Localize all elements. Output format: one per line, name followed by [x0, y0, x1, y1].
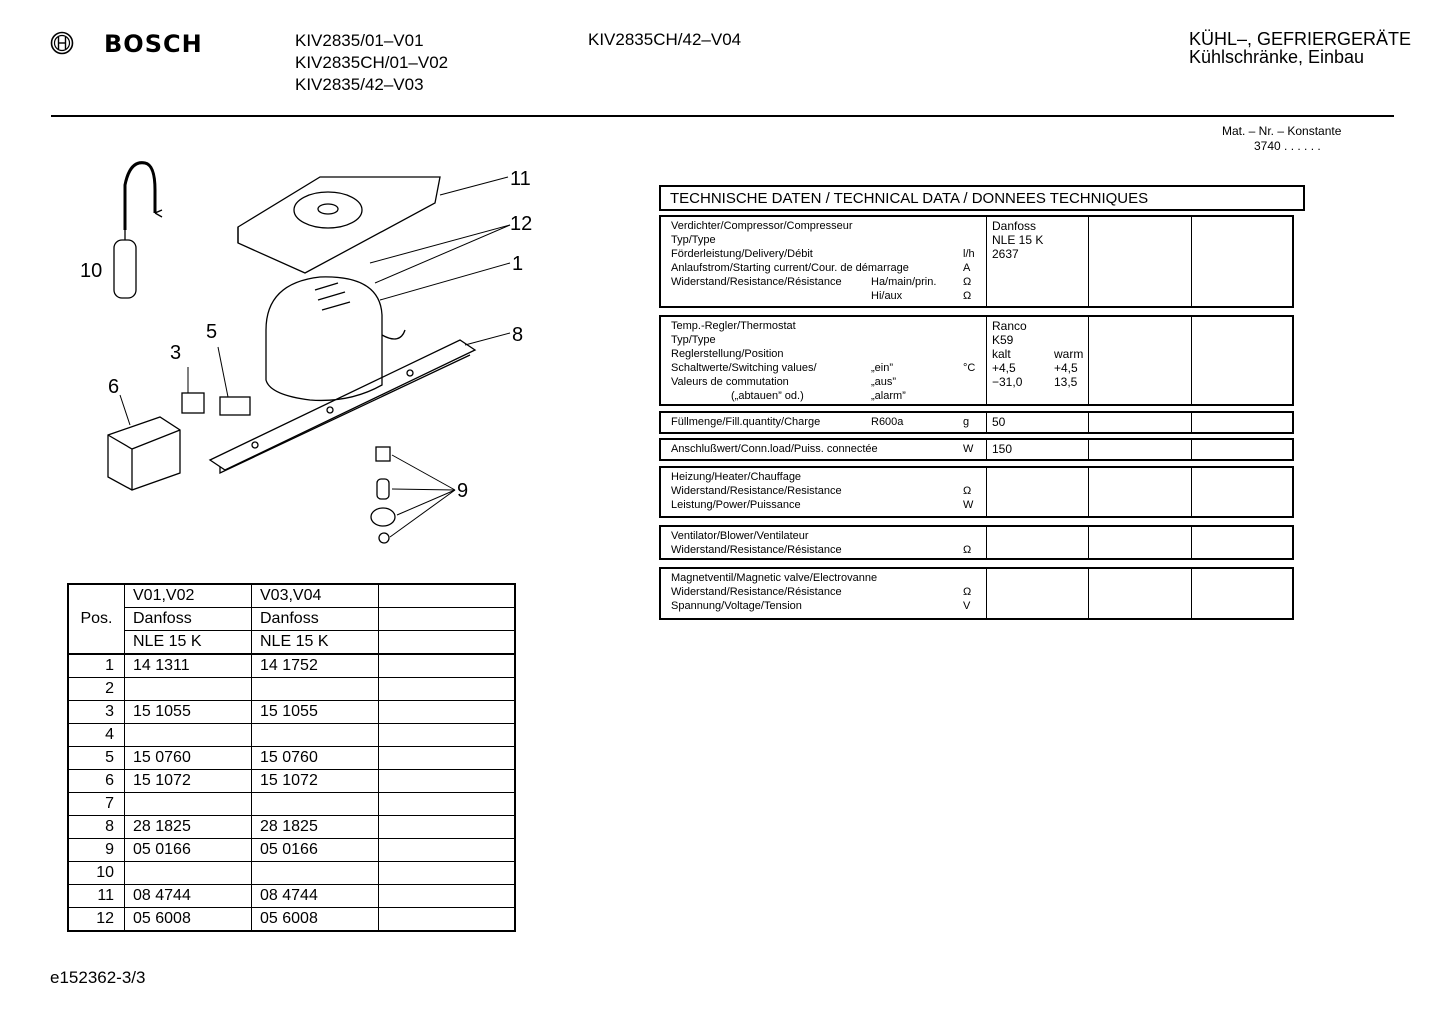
unit: W [963, 499, 974, 511]
empty-cell [379, 770, 516, 793]
pos-cell: 4 [68, 724, 125, 747]
label-text: Anschlußwert/Conn.load/Puiss. connectée [671, 443, 878, 455]
empty-column [1192, 569, 1292, 618]
blower-labels [661, 527, 987, 558]
value: Ranco [992, 319, 1027, 333]
label-text: Widerstand/Resistance/Resistance [671, 485, 842, 497]
compressor-values [987, 217, 1089, 306]
callout-5: 5 [206, 321, 218, 343]
material-value: 3740 . . . . . . [1254, 139, 1321, 153]
value: Danfoss [992, 219, 1037, 233]
blower-block [659, 525, 1294, 560]
unit: Ω [963, 485, 972, 497]
charge-labels [661, 413, 987, 432]
part-a-cell: 14 1311 [125, 654, 252, 678]
table-row [68, 862, 515, 885]
unit: Ω [963, 586, 972, 598]
category [1189, 30, 1411, 66]
header-rule [51, 115, 1394, 117]
empty-column [1089, 317, 1192, 404]
label-text: Valeurs de commutation [671, 376, 789, 388]
empty-column [1089, 569, 1192, 618]
label-text: Widerstand/Resistance/Résistance [671, 276, 842, 288]
label-text: Widerstand/Resistance/Résistance [671, 586, 842, 598]
empty-column [987, 527, 1089, 558]
pos-cell: 12 [68, 908, 125, 932]
callout-labels [80, 168, 532, 502]
empty-cell [379, 654, 516, 678]
part-b-cell [252, 678, 379, 701]
value: warm [1054, 347, 1084, 361]
tech-data-title: TECHNISCHE DATEN / TECHNICAL DATA / DONNEES TECHNIQUES [659, 185, 1305, 211]
thermostat-labels [661, 317, 987, 404]
empty-column [1192, 527, 1292, 558]
value: 2637 [992, 247, 1019, 261]
empty-cell [379, 793, 516, 816]
unit: Ω [963, 544, 972, 556]
callout-10: 10 [80, 260, 103, 282]
unit: Ω [963, 290, 972, 302]
empty-column [987, 468, 1089, 516]
label-line [671, 389, 976, 403]
label-line: Magnetventil/Magnetic valve/Electrovanne [671, 572, 878, 584]
heater-block [659, 466, 1294, 518]
empty-cell [379, 908, 516, 932]
label-line [671, 289, 976, 303]
empty-column [1192, 468, 1292, 516]
thermostat-block [659, 315, 1294, 406]
unit: V [963, 600, 971, 612]
label-line: Typ/Type [671, 334, 716, 346]
callout-12: 12 [510, 213, 533, 235]
empty-column [1089, 527, 1192, 558]
material-label: Mat. – Nr. – Konstante [1222, 124, 1342, 138]
value: 50 [992, 415, 1006, 429]
unit: A [963, 262, 971, 274]
brand-name: BOSCH [104, 30, 203, 58]
pos-cell: 1 [68, 654, 125, 678]
unit: W [963, 443, 974, 455]
label-text: Füllmenge/Fill.quantity/Charge [671, 416, 821, 428]
value: −31,0 [992, 375, 1023, 389]
overload-part [220, 397, 250, 415]
model-b: NLE 15 K [252, 631, 379, 655]
model-2: KIV2835CH/01–V02 [295, 53, 449, 72]
load-values [987, 440, 1089, 459]
pos-header: Pos. [68, 584, 125, 654]
pos-cell: 3 [68, 701, 125, 724]
empty-column [1192, 440, 1292, 459]
value: +4,5 [992, 361, 1016, 375]
empty-cell [379, 701, 516, 724]
table-row [68, 654, 515, 678]
model-1: KIV2835/01–V01 [295, 31, 424, 50]
empty-cell [379, 862, 516, 885]
heater-labels [661, 468, 987, 516]
label-line [671, 375, 976, 389]
load-labels [661, 440, 987, 459]
exploded-parts-diagram [70, 155, 540, 555]
label-text: Spannung/Voltage/Tension [671, 600, 802, 612]
part-a-cell [125, 678, 252, 701]
pos-cell: 5 [68, 747, 125, 770]
pos-cell: 7 [68, 793, 125, 816]
table-row [68, 724, 515, 747]
empty-column [987, 569, 1089, 618]
label-sub: Hi/aux [871, 290, 903, 302]
label-line [671, 261, 976, 275]
empty-cell [379, 839, 516, 862]
part-a-cell: 05 6008 [125, 908, 252, 932]
label-line: Verdichter/Compressor/Compresseur [671, 220, 853, 232]
empty-cell [379, 678, 516, 701]
table-row [68, 747, 515, 770]
label-line [671, 442, 976, 456]
category-subtitle: Kühlschränke, Einbau [1188, 47, 1365, 67]
value-pair [992, 347, 1083, 361]
empty-cell [379, 724, 516, 747]
part-b-cell: 28 1825 [252, 816, 379, 839]
relay-cover-part [108, 417, 180, 490]
value: 13,5 [1054, 375, 1078, 389]
label-line [671, 543, 976, 557]
compressor-part [266, 277, 405, 401]
valve-labels [661, 569, 987, 618]
label-text: („abtauen” od.) [731, 390, 804, 402]
part-b-cell: 14 1752 [252, 654, 379, 678]
load-block [659, 438, 1294, 461]
empty-cell [379, 584, 516, 608]
maker-a: Danfoss [125, 608, 252, 631]
label-sub: Ha/main/prin. [871, 276, 937, 288]
pos-cell: 10 [68, 862, 125, 885]
unit: l/h [963, 248, 975, 260]
value: K59 [992, 333, 1014, 347]
label-line [671, 498, 976, 512]
valve-block [659, 567, 1294, 620]
table-row [68, 701, 515, 724]
empty-cell [379, 885, 516, 908]
empty-column [1089, 217, 1192, 306]
label-line: Reglerstellung/Position [671, 348, 784, 360]
callout-6: 6 [108, 376, 120, 398]
version-header-b: V03,V04 [252, 584, 379, 608]
part-b-cell: 05 6008 [252, 908, 379, 932]
label-line [671, 361, 976, 375]
material-number [1222, 124, 1341, 154]
compressor-labels [661, 217, 987, 306]
label-sub: „alarm” [871, 390, 906, 402]
empty-cell [379, 608, 516, 631]
label-line [671, 247, 976, 261]
document-id: e152362-3/3 [50, 968, 146, 987]
part-a-cell [125, 862, 252, 885]
bosch-logo-icon [50, 31, 74, 55]
empty-cell [379, 816, 516, 839]
pos-cell: 11 [68, 885, 125, 908]
version-header-a: V01,V02 [125, 584, 252, 608]
empty-column [1089, 440, 1192, 459]
unit: g [963, 416, 970, 428]
empty-cell [379, 631, 516, 655]
label-text: Widerstand/Resistance/Résistance [671, 544, 842, 556]
label-text: Anlaufstrom/Starting current/Cour. de démarrage [671, 262, 909, 274]
callout-3: 3 [170, 342, 182, 364]
table-row [68, 908, 515, 932]
empty-cell [379, 747, 516, 770]
part-a-cell: 15 0760 [125, 747, 252, 770]
table-row [68, 816, 515, 839]
table-row [68, 885, 515, 908]
model-list [295, 30, 448, 96]
part-b-cell: 15 1072 [252, 770, 379, 793]
maker-b: Danfoss [252, 608, 379, 631]
value-pair [992, 375, 1083, 389]
capacitor-part [114, 163, 162, 298]
label-sub: R600a [871, 416, 904, 428]
grommet-parts [371, 447, 395, 543]
part-a-cell: 15 1072 [125, 770, 252, 793]
part-b-cell: 15 0760 [252, 747, 379, 770]
callout-8: 8 [512, 324, 524, 346]
model-a: NLE 15 K [125, 631, 252, 655]
part-a-cell [125, 793, 252, 816]
callout-9: 9 [457, 480, 469, 502]
label-text: Schaltwerte/Switching values/ [671, 362, 817, 374]
pos-cell: 8 [68, 816, 125, 839]
charge-values [987, 413, 1089, 432]
table-row [68, 839, 515, 862]
empty-column [1089, 468, 1192, 516]
pos-cell: 2 [68, 678, 125, 701]
value: 150 [992, 442, 1013, 456]
charge-block [659, 411, 1294, 434]
pos-cell: 6 [68, 770, 125, 793]
part-a-cell: 28 1825 [125, 816, 252, 839]
label-line: Heizung/Heater/Chauffage [671, 471, 802, 483]
label-sub: „ein” [871, 362, 894, 374]
label-line: Typ/Type [671, 234, 716, 246]
category-title: KÜHL–, GEFRIERGERÄTE [1188, 29, 1411, 49]
unit: °C [963, 362, 976, 374]
label-line [671, 275, 976, 289]
callout-11: 11 [510, 168, 531, 190]
part-b-cell: 15 1055 [252, 701, 379, 724]
thermostat-values [987, 317, 1089, 404]
unit: Ω [963, 276, 972, 288]
part-b-cell: 08 4744 [252, 885, 379, 908]
empty-column [1192, 413, 1292, 432]
label-text: Leistung/Power/Puissance [671, 499, 801, 511]
empty-column [1192, 217, 1292, 306]
parts-table [67, 583, 516, 932]
part-b-cell: 05 0166 [252, 839, 379, 862]
part-b-cell [252, 862, 379, 885]
value: +4,5 [1054, 361, 1078, 375]
value: NLE 15 K [992, 233, 1044, 247]
label-line: Temp.-Regler/Thermostat [671, 320, 796, 332]
part-b-cell [252, 793, 379, 816]
model-4: KIV2835CH/42–V04 [588, 30, 742, 49]
drip-tray-part [238, 177, 440, 273]
compressor-block [659, 215, 1294, 308]
model-3: KIV2835/42–V03 [295, 75, 424, 94]
label-line: Ventilator/Blower/Ventilateur [671, 530, 809, 542]
label-line [671, 585, 976, 599]
value: kalt [992, 347, 1011, 361]
part-a-cell: 08 4744 [125, 885, 252, 908]
empty-column [1089, 413, 1192, 432]
empty-column [1192, 317, 1292, 404]
callout-1: 1 [512, 253, 524, 275]
label-line [671, 484, 976, 498]
pos-cell: 9 [68, 839, 125, 862]
label-sub: „aus” [871, 376, 897, 388]
label-text: Förderleistung/Delivery/Débit [671, 248, 813, 260]
part-a-cell: 15 1055 [125, 701, 252, 724]
table-row [68, 770, 515, 793]
part-a-cell [125, 724, 252, 747]
value-pair [992, 361, 1083, 375]
part-b-cell [252, 724, 379, 747]
label-line [671, 599, 976, 613]
relay-part [182, 393, 204, 413]
part-a-cell: 05 0166 [125, 839, 252, 862]
label-line [671, 415, 976, 429]
table-row [68, 678, 515, 701]
table-row [68, 793, 515, 816]
